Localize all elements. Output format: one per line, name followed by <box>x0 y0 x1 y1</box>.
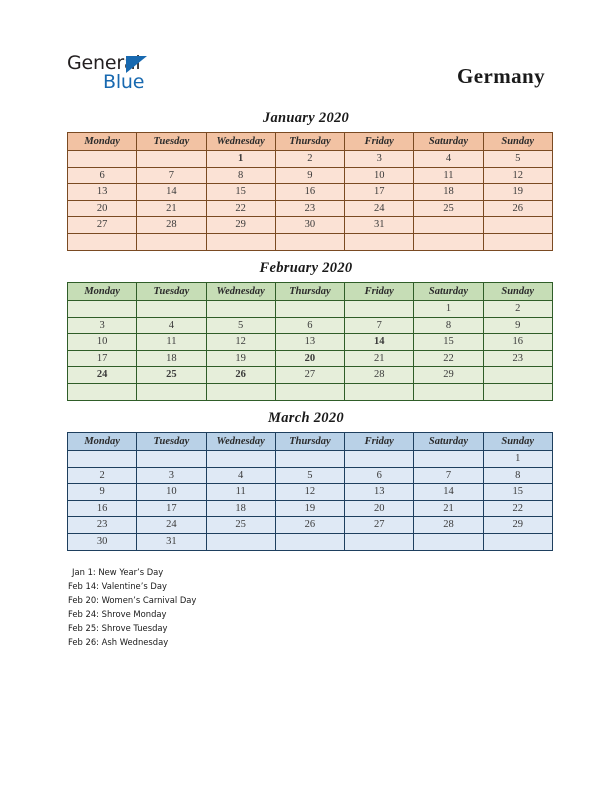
calendar-day[interactable]: 1 <box>483 451 552 468</box>
calendar-week-row <box>68 184 553 201</box>
calendar-day-empty <box>206 533 275 550</box>
calendar-day[interactable]: 2 <box>68 467 137 484</box>
calendar-week-row <box>68 317 553 334</box>
calendar-day[interactable]: 9 <box>483 317 552 334</box>
calendar-day[interactable]: 19 <box>206 350 275 367</box>
calendar-day-empty <box>275 533 344 550</box>
calendar-day[interactable]: 7 <box>414 467 483 484</box>
calendar-day[interactable]: 10 <box>345 167 414 184</box>
calendar-day-holiday[interactable]: 20 <box>275 350 344 367</box>
calendar-week-row <box>68 383 553 400</box>
general-blue-logo <box>67 52 267 104</box>
calendar-day[interactable]: 22 <box>414 350 483 367</box>
calendar-day-empty <box>414 217 483 234</box>
calendar-day[interactable]: 27 <box>275 367 344 384</box>
calendar-day-empty <box>414 451 483 468</box>
calendar-day[interactable]: 29 <box>206 217 275 234</box>
calendar-week-row <box>68 467 553 484</box>
calendar-day[interactable]: 8 <box>414 317 483 334</box>
calendar-week-row <box>68 500 553 517</box>
weekday-header-tuesday: Tuesday <box>137 433 206 451</box>
calendar-day-empty <box>414 383 483 400</box>
weekday-header-tuesday: Tuesday <box>137 133 206 151</box>
calendar-day[interactable]: 17 <box>68 350 137 367</box>
calendar-week-row <box>68 350 553 367</box>
calendar-day[interactable]: 10 <box>137 484 206 501</box>
weekday-header-row <box>68 283 553 301</box>
calendar-day-holiday[interactable]: 26 <box>206 367 275 384</box>
calendar-day[interactable]: 22 <box>206 200 275 217</box>
calendar-day[interactable]: 21 <box>414 500 483 517</box>
calendar-day-empty <box>345 301 414 318</box>
weekday-header-thursday: Thursday <box>275 433 344 451</box>
calendar-day-empty <box>137 383 206 400</box>
calendar-day[interactable]: 6 <box>275 317 344 334</box>
calendar-day[interactable]: 7 <box>137 167 206 184</box>
calendar-day[interactable]: 5 <box>275 467 344 484</box>
calendar-day-holiday[interactable]: 14 <box>345 334 414 351</box>
calendar-day-empty <box>206 301 275 318</box>
calendar-day-empty <box>206 383 275 400</box>
legend-item: Feb 14: Valentine’s Day <box>68 581 167 591</box>
calendar-day[interactable]: 29 <box>483 517 552 534</box>
calendar-day-holiday[interactable]: 24 <box>68 367 137 384</box>
calendar-day[interactable]: 28 <box>137 217 206 234</box>
weekday-header-row <box>68 133 553 151</box>
calendar-table-february <box>67 282 553 401</box>
calendar-day[interactable]: 18 <box>137 350 206 367</box>
calendar-day-empty <box>483 217 552 234</box>
calendar-table-january <box>67 132 553 251</box>
calendar-day-empty <box>137 151 206 168</box>
calendar-day[interactable]: 12 <box>483 167 552 184</box>
calendar-day[interactable]: 4 <box>137 317 206 334</box>
legend-item: Feb 26: Ash Wednesday <box>68 637 169 647</box>
logo-text-blue: Blue <box>103 71 145 93</box>
calendar-day[interactable]: 26 <box>483 200 552 217</box>
weekday-header-friday: Friday <box>345 433 414 451</box>
calendar-day[interactable]: 9 <box>68 484 137 501</box>
month-title-february: February 2020 <box>259 260 353 276</box>
calendar-day[interactable]: 6 <box>68 167 137 184</box>
calendar-day[interactable]: 7 <box>345 317 414 334</box>
calendar-day[interactable]: 5 <box>206 317 275 334</box>
calendar-day[interactable]: 24 <box>345 200 414 217</box>
legend-item: Feb 24: Shrove Monday <box>68 609 167 619</box>
calendar-day[interactable]: 27 <box>345 517 414 534</box>
calendar-day-empty <box>68 383 137 400</box>
weekday-header-monday: Monday <box>68 133 137 151</box>
calendar-body-january <box>68 151 553 251</box>
calendar-day-empty <box>345 451 414 468</box>
calendar-day[interactable]: 28 <box>414 517 483 534</box>
calendar-day[interactable]: 15 <box>483 484 552 501</box>
weekday-header-wednesday: Wednesday <box>206 133 275 151</box>
weekday-header-wednesday: Wednesday <box>206 283 275 301</box>
calendar-day[interactable]: 31 <box>345 217 414 234</box>
calendar-week-row <box>68 233 553 250</box>
calendar-day-empty <box>345 383 414 400</box>
calendar-day[interactable]: 22 <box>483 500 552 517</box>
calendar-day[interactable]: 4 <box>414 151 483 168</box>
calendar-week-row <box>68 517 553 534</box>
calendar-day[interactable]: 19 <box>483 184 552 201</box>
weekday-header-friday: Friday <box>345 133 414 151</box>
calendar-day-empty <box>483 383 552 400</box>
calendar-block-march <box>67 410 545 551</box>
calendar-day[interactable]: 6 <box>345 467 414 484</box>
weekday-header-sunday: Sunday <box>483 433 552 451</box>
calendar-day-empty <box>275 233 344 250</box>
calendar-day[interactable]: 18 <box>414 184 483 201</box>
calendar-day-empty <box>483 233 552 250</box>
calendar-week-row <box>68 533 553 550</box>
calendar-day-empty <box>275 383 344 400</box>
weekday-header-thursday: Thursday <box>275 283 344 301</box>
calendar-day-empty <box>345 533 414 550</box>
calendar-body-march <box>68 451 553 551</box>
calendar-week-row <box>68 451 553 468</box>
calendar-day[interactable]: 15 <box>414 334 483 351</box>
calendar-week-row <box>68 151 553 168</box>
weekday-header-row <box>68 433 553 451</box>
calendar-day[interactable]: 9 <box>275 167 344 184</box>
calendar-week-row <box>68 301 553 318</box>
calendar-day-empty <box>206 451 275 468</box>
calendar-day[interactable]: 3 <box>345 151 414 168</box>
calendar-day-empty <box>414 233 483 250</box>
calendar-week-row <box>68 484 553 501</box>
calendar-day[interactable]: 26 <box>275 517 344 534</box>
calendar-week-row <box>68 367 553 384</box>
legend-item: Jan 1: New Year’s Day <box>72 567 164 577</box>
calendar-day[interactable]: 11 <box>414 167 483 184</box>
weekday-header-monday: Monday <box>68 433 137 451</box>
weekday-header-sunday: Sunday <box>483 283 552 301</box>
weekday-header-sunday: Sunday <box>483 133 552 151</box>
weekday-header-saturday: Saturday <box>414 133 483 151</box>
calendar-day-empty <box>68 301 137 318</box>
calendar-day[interactable]: 10 <box>68 334 137 351</box>
calendar-day-empty <box>483 533 552 550</box>
calendar-day[interactable]: 16 <box>68 500 137 517</box>
page-title-country: Germany <box>457 64 545 88</box>
calendar-day-holiday[interactable]: 25 <box>137 367 206 384</box>
calendar-day[interactable]: 14 <box>137 184 206 201</box>
calendar-day[interactable]: 20 <box>68 200 137 217</box>
calendar-day[interactable]: 23 <box>275 200 344 217</box>
calendar-day[interactable]: 12 <box>275 484 344 501</box>
calendar-day[interactable]: 13 <box>275 334 344 351</box>
calendar-day[interactable]: 14 <box>414 484 483 501</box>
calendar-day[interactable]: 13 <box>68 184 137 201</box>
calendar-day[interactable]: 27 <box>68 217 137 234</box>
calendar-day[interactable]: 15 <box>206 184 275 201</box>
calendar-day[interactable]: 2 <box>483 301 552 318</box>
calendar-day[interactable]: 30 <box>275 217 344 234</box>
calendar-week-row <box>68 200 553 217</box>
calendar-week-row <box>68 334 553 351</box>
calendar-day-empty <box>137 233 206 250</box>
weekday-header-wednesday: Wednesday <box>206 433 275 451</box>
weekday-header-tuesday: Tuesday <box>137 283 206 301</box>
calendar-day[interactable]: 16 <box>483 334 552 351</box>
calendar-day[interactable]: 30 <box>68 533 137 550</box>
calendar-day[interactable]: 28 <box>345 367 414 384</box>
calendar-table-march <box>67 432 553 551</box>
calendar-day-empty <box>275 301 344 318</box>
calendar-day-empty <box>206 233 275 250</box>
calendar-day[interactable]: 25 <box>206 517 275 534</box>
calendar-day[interactable]: 20 <box>345 500 414 517</box>
calendar-day[interactable]: 2 <box>275 151 344 168</box>
weekday-header-monday: Monday <box>68 283 137 301</box>
weekday-header-thursday: Thursday <box>275 133 344 151</box>
calendar-day[interactable]: 29 <box>414 367 483 384</box>
calendar-day[interactable]: 3 <box>68 317 137 334</box>
calendar-day-empty <box>275 451 344 468</box>
logo-text-general: General <box>67 52 141 74</box>
calendar-day[interactable]: 8 <box>206 167 275 184</box>
calendar-day-empty <box>483 367 552 384</box>
calendar-day[interactable]: 4 <box>206 467 275 484</box>
calendar-day[interactable]: 11 <box>137 334 206 351</box>
calendar-day[interactable]: 3 <box>137 467 206 484</box>
page-header <box>0 44 612 102</box>
weekday-header-saturday: Saturday <box>414 433 483 451</box>
calendar-day[interactable]: 18 <box>206 500 275 517</box>
weekday-header-saturday: Saturday <box>414 283 483 301</box>
calendar-week-row <box>68 167 553 184</box>
calendar-day[interactable]: 24 <box>137 517 206 534</box>
calendar-day[interactable]: 8 <box>483 467 552 484</box>
calendar-day[interactable]: 21 <box>345 350 414 367</box>
calendar-day[interactable]: 23 <box>483 350 552 367</box>
weekday-header-friday: Friday <box>345 283 414 301</box>
legend-item: Feb 20: Women’s Carnival Day <box>68 595 197 605</box>
calendar-day-empty <box>68 151 137 168</box>
legend-item: Feb 25: Shrove Tuesday <box>68 623 168 633</box>
calendar-day-empty <box>345 233 414 250</box>
calendar-day-empty <box>68 451 137 468</box>
calendar-day-empty <box>68 233 137 250</box>
calendar-day-empty <box>414 533 483 550</box>
calendar-day-holiday[interactable]: 1 <box>206 151 275 168</box>
month-title-january: January 2020 <box>262 110 350 126</box>
calendar-block-february <box>67 260 545 401</box>
calendar-day[interactable]: 12 <box>206 334 275 351</box>
calendar-day[interactable]: 21 <box>137 200 206 217</box>
calendar-day[interactable]: 25 <box>414 200 483 217</box>
calendar-day[interactable]: 11 <box>206 484 275 501</box>
calendar-block-january <box>67 110 545 251</box>
calendar-day-empty <box>137 451 206 468</box>
calendar-body-february <box>68 301 553 401</box>
calendar-day[interactable]: 31 <box>137 533 206 550</box>
calendar-day[interactable]: 17 <box>345 184 414 201</box>
calendar-day[interactable]: 23 <box>68 517 137 534</box>
calendar-day-empty <box>137 301 206 318</box>
calendar-day[interactable]: 16 <box>275 184 344 201</box>
holiday-legend <box>68 565 488 649</box>
calendar-day[interactable]: 19 <box>275 500 344 517</box>
calendar-day[interactable]: 5 <box>483 151 552 168</box>
calendar-day[interactable]: 17 <box>137 500 206 517</box>
calendar-week-row <box>68 217 553 234</box>
month-title-march: March 2020 <box>268 410 344 426</box>
calendar-day[interactable]: 13 <box>345 484 414 501</box>
calendar-day[interactable]: 1 <box>414 301 483 318</box>
